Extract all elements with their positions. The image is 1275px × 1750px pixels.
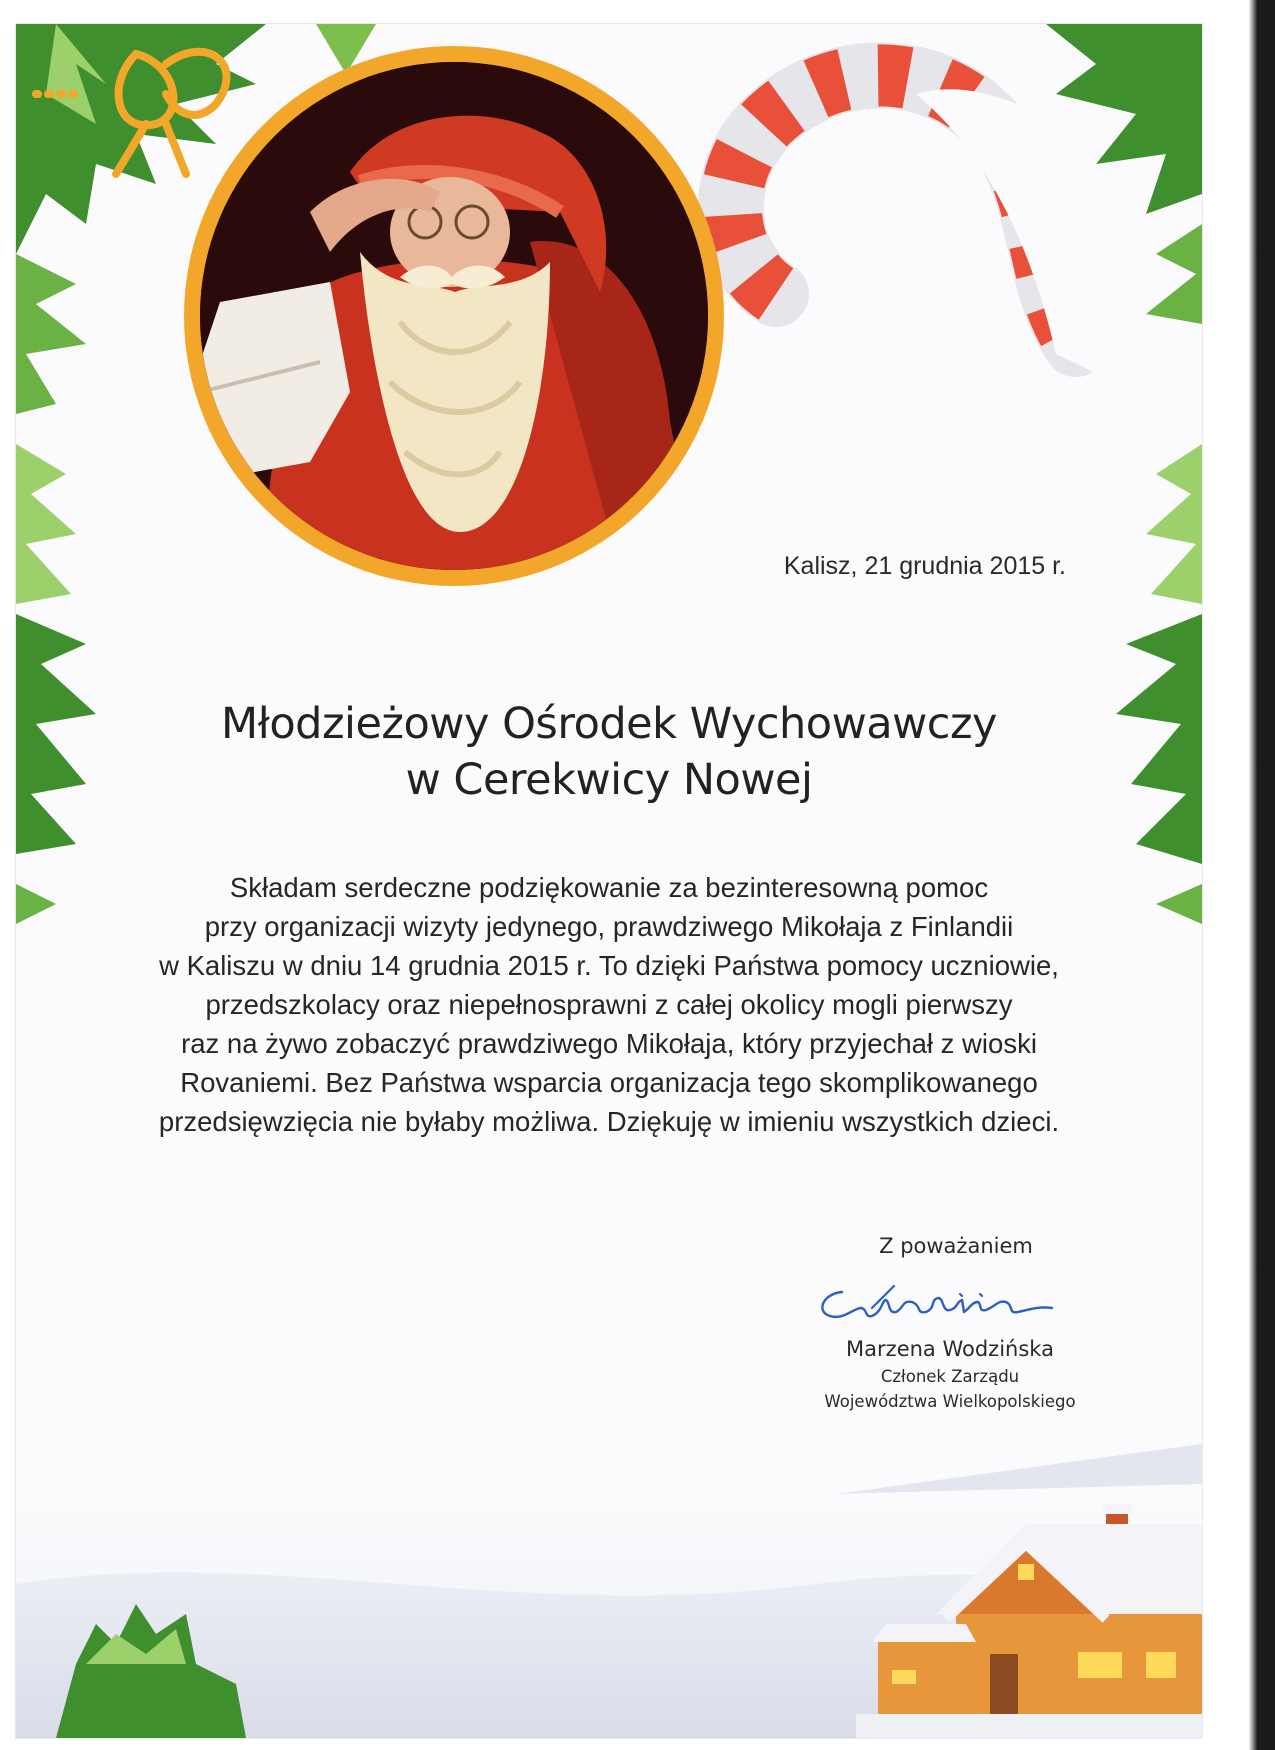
scanner-edge — [1231, 0, 1275, 1750]
recipient-heading — [76, 696, 1142, 808]
recipient-line-2: w Cerekwicy Nowej — [405, 755, 813, 805]
body-line: przy organizacji wizyty jedynego, prawdziwego Mikołaja z Finlandii — [204, 911, 1014, 942]
santa-portrait — [200, 62, 708, 570]
recipient-line-1: Młodzieżowy Ośrodek Wychowawczy — [221, 699, 997, 749]
signer-block — [776, 1334, 1124, 1414]
body-line: w Kaliszu w dniu 14 grudnia 2015 r. To dzięki Państwa pomocy uczniowie, — [159, 950, 1059, 981]
santa-illustration — [200, 62, 708, 570]
signer-organization: Województwa Wielkopolskiego — [824, 1392, 1076, 1411]
letter-sheet — [16, 24, 1202, 1738]
handwritten-signature — [812, 1278, 1082, 1330]
letter-date: Kalisz, 21 grudnia 2015 r. — [783, 552, 1066, 580]
body-line: Składam serdeczne podziękowanie za bezinteresowną pomoc — [229, 872, 989, 903]
body-line: raz na żywo zobaczyć prawdziwego Mikołaja, który przyjechał z wioski — [181, 1028, 1037, 1059]
signer-role: Członek Zarządu — [880, 1367, 1020, 1386]
pine-branches-right — [1116, 444, 1202, 924]
body-line: przedsięwzięcia nie byłaby możliwa. Dziękuję w imieniu wszystkich dzieci. — [158, 1106, 1060, 1137]
signer-name: Marzena Wodzińska — [846, 1337, 1054, 1361]
closing-phrase: Z poważaniem — [879, 1234, 1033, 1258]
body-line: Rovaniemi. Bez Państwa wsparcia organizacja tego skomplikowanego — [180, 1067, 1038, 1098]
pine-branches-left — [16, 444, 96, 924]
letter-body — [76, 868, 1142, 1141]
body-line: przedszkolacy oraz niepełnosprawni z całej okolicy mogli pierwszy — [205, 989, 1013, 1020]
